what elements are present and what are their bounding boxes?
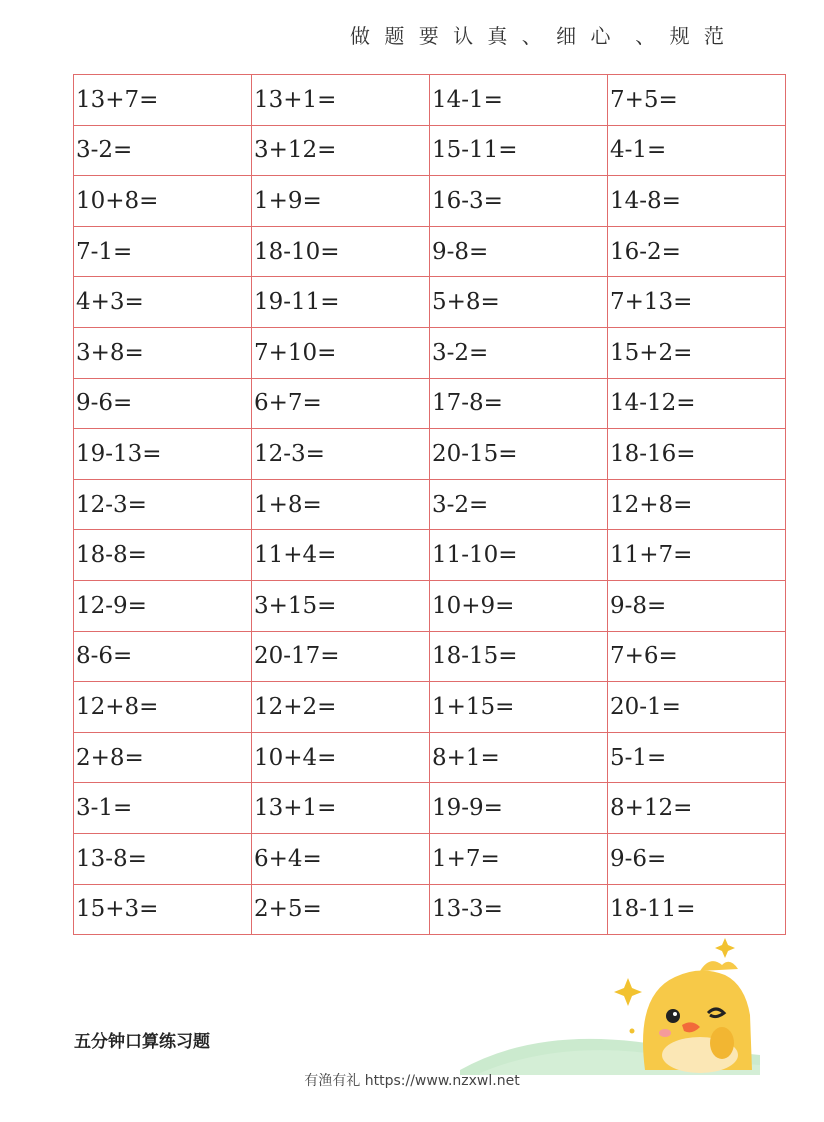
problem-cell: 2+8= [74, 732, 252, 783]
grid-row [74, 277, 786, 328]
grid-row [74, 783, 786, 834]
mascot-cheek [659, 1029, 671, 1037]
problem-cell: 13+1= [252, 75, 430, 126]
problem-cell: 18-10= [252, 226, 430, 277]
problem-cell: 13+1= [252, 783, 430, 834]
mascot-wing [710, 1027, 734, 1059]
problem-cell: 11-10= [430, 530, 608, 581]
problem-cell: 4+3= [74, 277, 252, 328]
problem-cell: 15+2= [608, 327, 786, 378]
problem-cell: 20-15= [430, 429, 608, 480]
problem-cell: 1+15= [430, 682, 608, 733]
grid-row [74, 429, 786, 480]
problem-cell: 19-13= [74, 429, 252, 480]
grid-row [74, 125, 786, 176]
problem-cell: 1+7= [430, 833, 608, 884]
problem-cell: 13-3= [430, 884, 608, 935]
grid-row [74, 530, 786, 581]
problem-cell: 3+15= [252, 580, 430, 631]
problem-cell: 17-8= [430, 378, 608, 429]
problem-cell: 7+10= [252, 327, 430, 378]
grid-row [74, 176, 786, 227]
problem-cell: 2+5= [252, 884, 430, 935]
problem-cell: 8+12= [608, 783, 786, 834]
problem-cell: 3+8= [74, 327, 252, 378]
grid-row [74, 226, 786, 277]
problem-cell: 13+7= [74, 75, 252, 126]
grid-row [74, 75, 786, 126]
problem-cell: 9-6= [608, 833, 786, 884]
problem-cell: 8+1= [430, 732, 608, 783]
problem-cell: 16-2= [608, 226, 786, 277]
problem-cell: 3-2= [430, 479, 608, 530]
problem-cell: 3-2= [74, 125, 252, 176]
problem-cell: 12+8= [608, 479, 786, 530]
problem-cell: 14-12= [608, 378, 786, 429]
problem-cell: 11+7= [608, 530, 786, 581]
mascot-eye [666, 1009, 680, 1023]
problem-cell: 18-16= [608, 429, 786, 480]
problem-cell: 12+8= [74, 682, 252, 733]
problem-cell: 7+6= [608, 631, 786, 682]
problem-cell: 10+9= [430, 580, 608, 631]
problem-cell: 20-1= [608, 682, 786, 733]
yellow-chick-mascot-icon [460, 935, 760, 1075]
grid-row [74, 884, 786, 935]
arithmetic-grid-body [74, 75, 786, 935]
grid-row [74, 732, 786, 783]
problem-cell: 11+4= [252, 530, 430, 581]
problem-cell: 1+8= [252, 479, 430, 530]
problem-cell: 7+5= [608, 75, 786, 126]
problem-cell: 9-8= [608, 580, 786, 631]
problem-cell: 6+4= [252, 833, 430, 884]
worksheet-title: 五分钟口算练习题 [74, 1032, 210, 1052]
grid-row [74, 682, 786, 733]
grid-row [74, 479, 786, 530]
problem-cell: 12-3= [252, 429, 430, 480]
grid-row [74, 580, 786, 631]
problem-cell: 14-8= [608, 176, 786, 227]
problem-cell: 7+13= [608, 277, 786, 328]
problem-cell: 18-8= [74, 530, 252, 581]
problem-cell: 5+8= [430, 277, 608, 328]
problem-cell: 10+4= [252, 732, 430, 783]
problem-cell: 3-2= [430, 327, 608, 378]
problem-cell: 20-17= [252, 631, 430, 682]
problem-cell: 12-3= [74, 479, 252, 530]
problem-cell: 13-8= [74, 833, 252, 884]
problem-cell: 16-3= [430, 176, 608, 227]
problem-cell: 15-11= [430, 125, 608, 176]
problem-cell: 15+3= [74, 884, 252, 935]
mascot-tuft [700, 961, 738, 971]
grid-row [74, 378, 786, 429]
problem-cell: 12+2= [252, 682, 430, 733]
problem-cell: 12-9= [74, 580, 252, 631]
site-credit: 有渔有礼 https://www.nzxwl.net [304, 1073, 520, 1089]
problem-cell: 1+9= [252, 176, 430, 227]
grid-row [74, 327, 786, 378]
problem-cell: 18-15= [430, 631, 608, 682]
problem-cell: 6+7= [252, 378, 430, 429]
motto-header: 做 题 要 认 真 、 细 心 、 规 范 [350, 24, 728, 48]
problem-cell: 19-11= [252, 277, 430, 328]
grid-row [74, 833, 786, 884]
problem-cell: 10+8= [74, 176, 252, 227]
problem-cell: 7-1= [74, 226, 252, 277]
problem-cell: 8-6= [74, 631, 252, 682]
problem-cell: 19-9= [430, 783, 608, 834]
arithmetic-grid [73, 74, 786, 935]
problem-cell: 3+12= [252, 125, 430, 176]
problem-cell: 9-8= [430, 226, 608, 277]
grid-row [74, 631, 786, 682]
problem-cell: 4-1= [608, 125, 786, 176]
problem-cell: 18-11= [608, 884, 786, 935]
problem-cell: 5-1= [608, 732, 786, 783]
problem-cell: 3-1= [74, 783, 252, 834]
problem-cell: 14-1= [430, 75, 608, 126]
problem-cell: 9-6= [74, 378, 252, 429]
